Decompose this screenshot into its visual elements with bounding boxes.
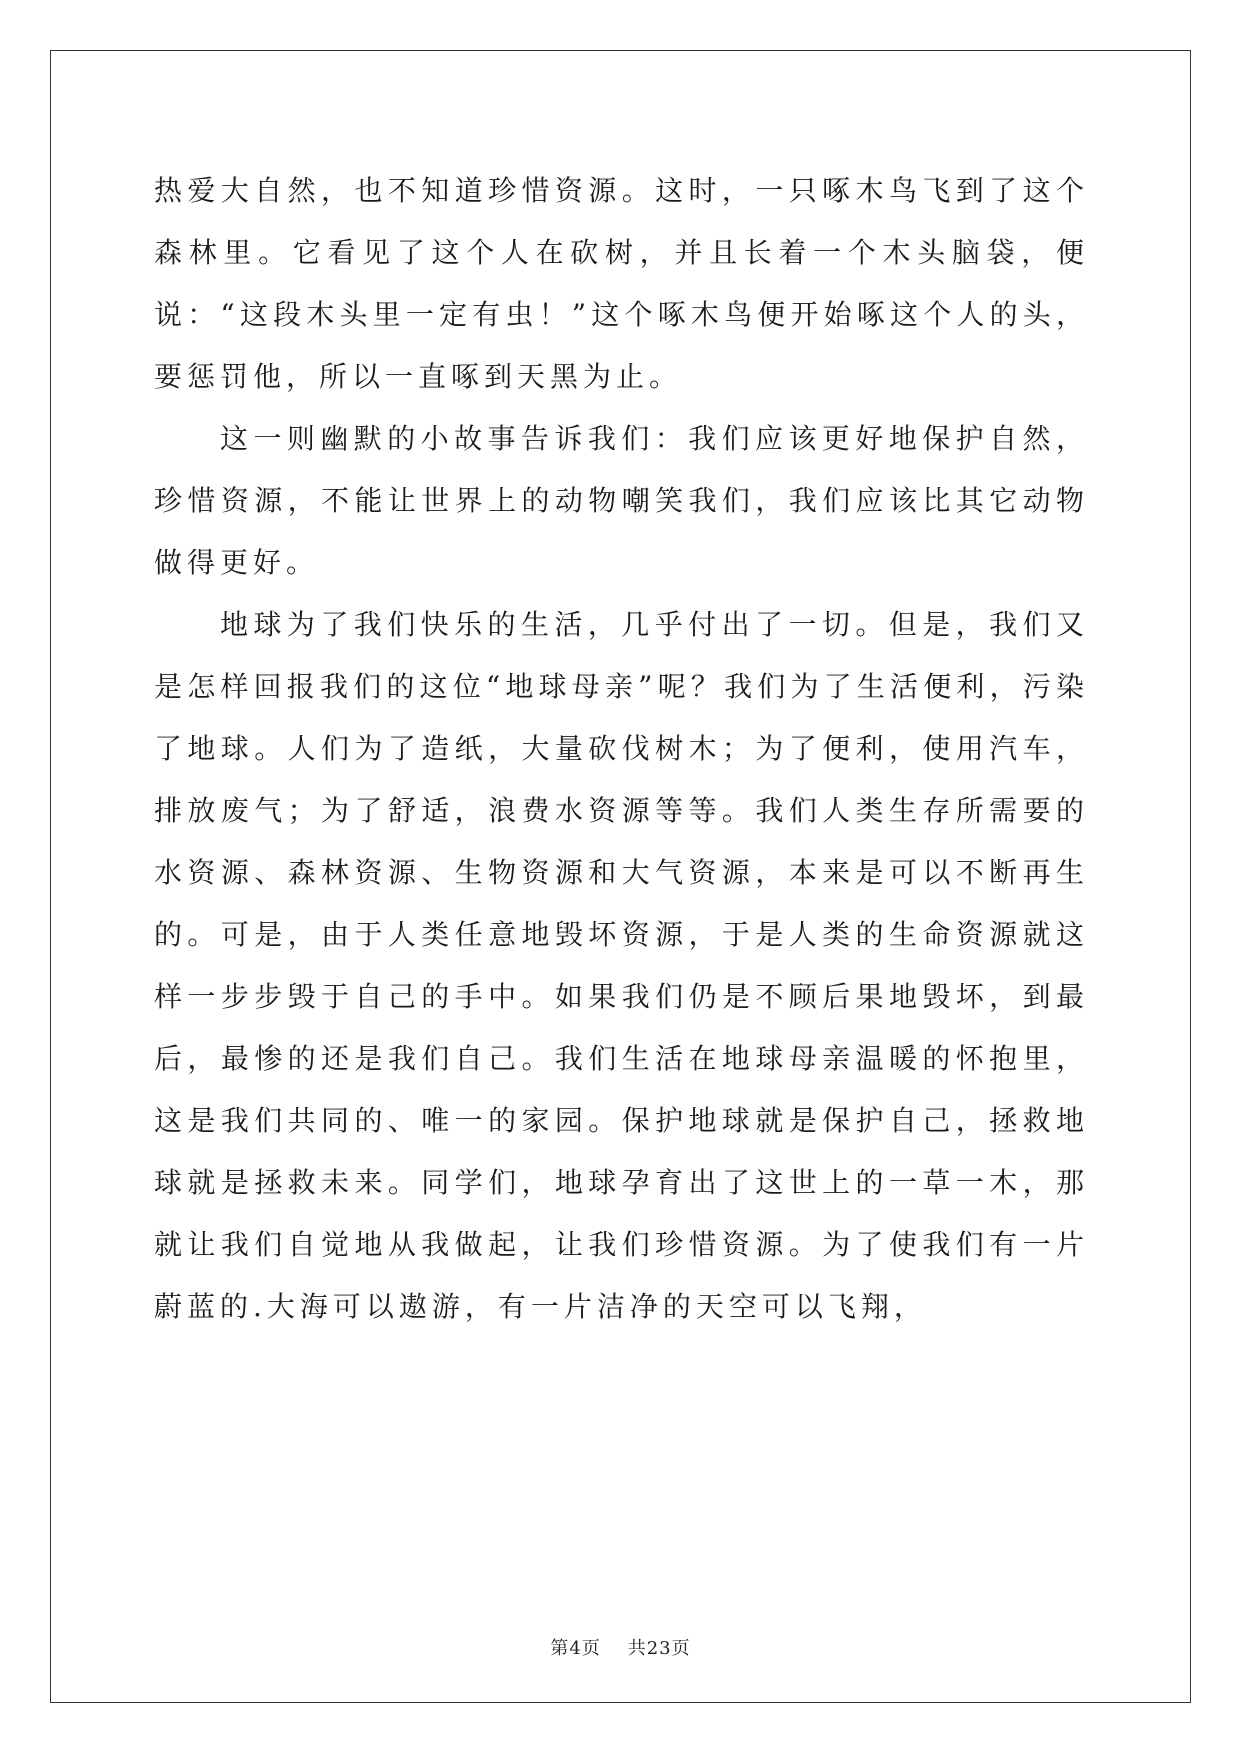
paragraph-3: 地球为了我们快乐的生活，几乎付出了一切。但是，我们又是怎样回报我们的这位“地球母亲”呢？我们为了生活便利，污染了地球。人们为了造纸，大量砍伐树木；为了便利，使用汽车，排放废气；为了舒适，浪费水资源等等。我们人类生存所需要的水资源、森林资源、生物资源和大气资源，本来是可以不断再生的。可是，由于人类任意地毁坏资源，于是人类的生命资源就这样一步步毁于自己的手中。如果我们仍是不顾后果地毁坏，到最后，最惨的还是我们自己。我们生活在地球母亲温暖的怀抱里，这是我们共同的、唯一的家园。保护地球就是保护自己，拯救地球就是拯救未来。同学们，地球孕育出了这世上的一草一木，那就让我们自觉地从我做起，让我们珍惜资源。为了使我们有一片蔚蓝的.大海可以遨游，有一片洁净的天空可以飞翔， — [154, 608, 1089, 1323]
total-label-prefix: 共 — [627, 1638, 647, 1659]
paragraph-2: 这一则幽默的小故事告诉我们：我们应该更好地保护自然，珍惜资源，不能让世界上的动物嘲笑我们，我们应该比其它动物做得更好。 — [154, 422, 1089, 579]
page-footer — [0, 1634, 1241, 1660]
page-number: 4 — [569, 1638, 582, 1659]
page-label-suffix: 页 — [581, 1638, 601, 1659]
paragraph-1: 热爱大自然，也不知道珍惜资源。这时，一只啄木鸟飞到了这个森林里。它看见了这个人在砍树，并且长着一个木头脑袋，便说：“这段木头里一定有虫！”这个啄木鸟便开始啄这个人的头，要惩罚他，所以一直啄到天黑为止。 — [154, 174, 1089, 393]
total-label-suffix: 页 — [671, 1638, 691, 1659]
document-body — [154, 160, 1089, 1338]
page-label-prefix: 第 — [550, 1638, 570, 1659]
total-pages: 23 — [646, 1638, 672, 1659]
